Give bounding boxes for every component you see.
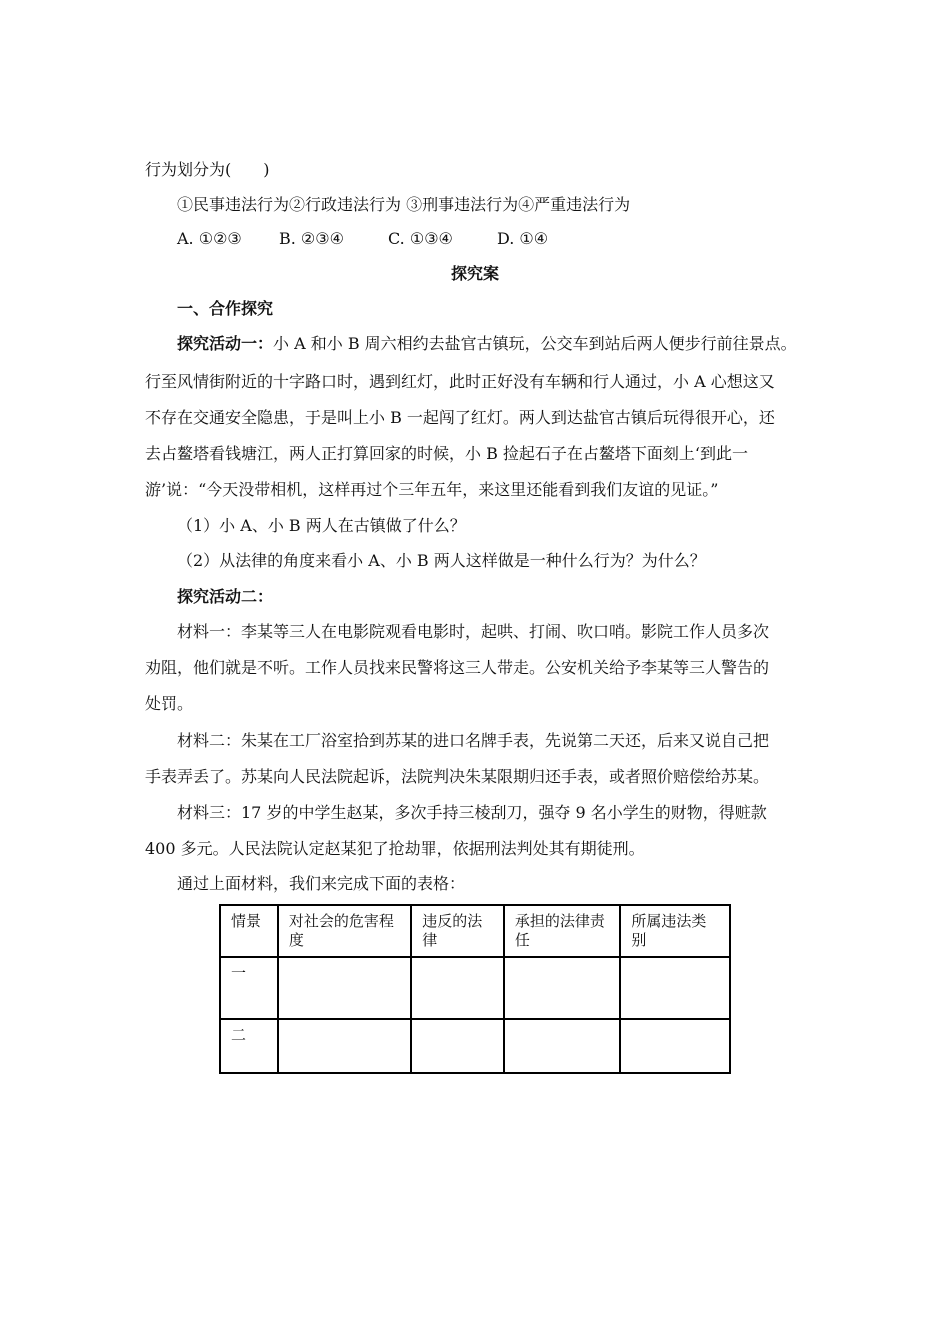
material3-line-1: 材料三：17 岁的中学生赵某，多次手持三棱刮刀，强夺 9 名小学生的财物，得赃款 [177,803,767,822]
header-harm-degree: 对社会的危害程度 [278,905,411,957]
option-a: A. ①②③ [177,229,242,248]
activity2-label: 探究活动二： [177,587,274,606]
table-cell[interactable] [620,1019,730,1073]
activity1-text-line-4: 去占鳌塔看钱塘江，两人正打算回家的时候，小 B 捡起石子在占鳌塔下面刻上‘到此一 [145,444,749,463]
header-scenario: 情景 [220,905,278,957]
header-law-violated: 违反的法律 [411,905,504,957]
table-cell[interactable] [504,957,621,1019]
material2-line-2: 手表弄丢了。苏某向人民法院起诉，法院判决朱某限期归还手表，或者照价赔偿给苏某。 [145,767,770,786]
activity1-text-line-1: 小 A 和小 B 周六相约去盐官古镇玩，公交车到站后两人便步行前往景点。 [273,334,797,353]
option-c: C. ①③④ [388,229,453,248]
activity1-text-line-3: 不存在交通安全隐患，于是叫上小 B 一起闯了红灯。两人到达盐官古镇后玩得很开心，还 [145,408,775,427]
activity1-text-line-2: 行至风情街附近的十字路口时，遇到红灯，此时正好没有车辆和行人通过，小 A 心想这又 [145,372,775,391]
table-cell[interactable] [620,957,730,1019]
activity1-label: 探究活动一： [177,334,274,353]
table-row [220,1019,730,1073]
header-violation-category: 所属违法类别 [620,905,730,957]
answer-table [219,904,731,1074]
table-instruction: 通过上面材料，我们来完成下面的表格： [177,874,466,893]
activity1-first-line [177,333,797,355]
header-legal-liability: 承担的法律责任 [504,905,621,957]
table-header-row [220,905,730,957]
activity1-question-1: （1）小 A、小 B 两人在古镇做了什么？ [177,516,466,535]
part-heading: 一、合作探究 [177,299,274,318]
table-cell[interactable] [411,1019,504,1073]
material1-line-2: 劝阻，他们就是不听。工作人员找来民警将这三人带走。公安机关给予李某等三人警告的 [145,658,770,677]
material1-line-3: 处罚。 [145,694,194,713]
question-stem-tail: 行为划分为( ) [145,160,270,179]
section-title: 探究案 [450,264,499,283]
option-d: D. ①④ [497,229,549,248]
material3-line-2: 400 多元。人民法院认定赵某犯了抢劫罪，依据刑法判处其有期徒刑。 [145,839,645,858]
table-row [220,957,730,1019]
material2-line-1: 材料二：朱某在工厂浴室拾到苏某的进口名牌手表，先说第二天还，后来又说自己把 [177,731,770,750]
question-items: ①民事违法行为②行政违法行为 ③刑事违法行为④严重违法行为 [177,195,631,214]
material1-line-1: 材料一：李某等三人在电影院观看电影时，起哄、打闹、吹口哨。影院工作人员多次 [177,622,770,641]
option-b: B. ②③④ [279,229,344,248]
activity1-text-line-5: 游’说：“今天没带相机，这样再过个三年五年，来这里还能看到我们友谊的见证。” [145,480,719,499]
table-cell[interactable] [278,1019,411,1073]
row-scenario-label: 二 [220,1019,278,1073]
table-cell[interactable] [411,957,504,1019]
row-scenario-label: 一 [220,957,278,1019]
activity1-question-2: （2）从法律的角度来看小 A、小 B 两人这样做是一种什么行为？为什么？ [177,551,706,570]
table-cell[interactable] [278,957,411,1019]
table-cell[interactable] [504,1019,621,1073]
